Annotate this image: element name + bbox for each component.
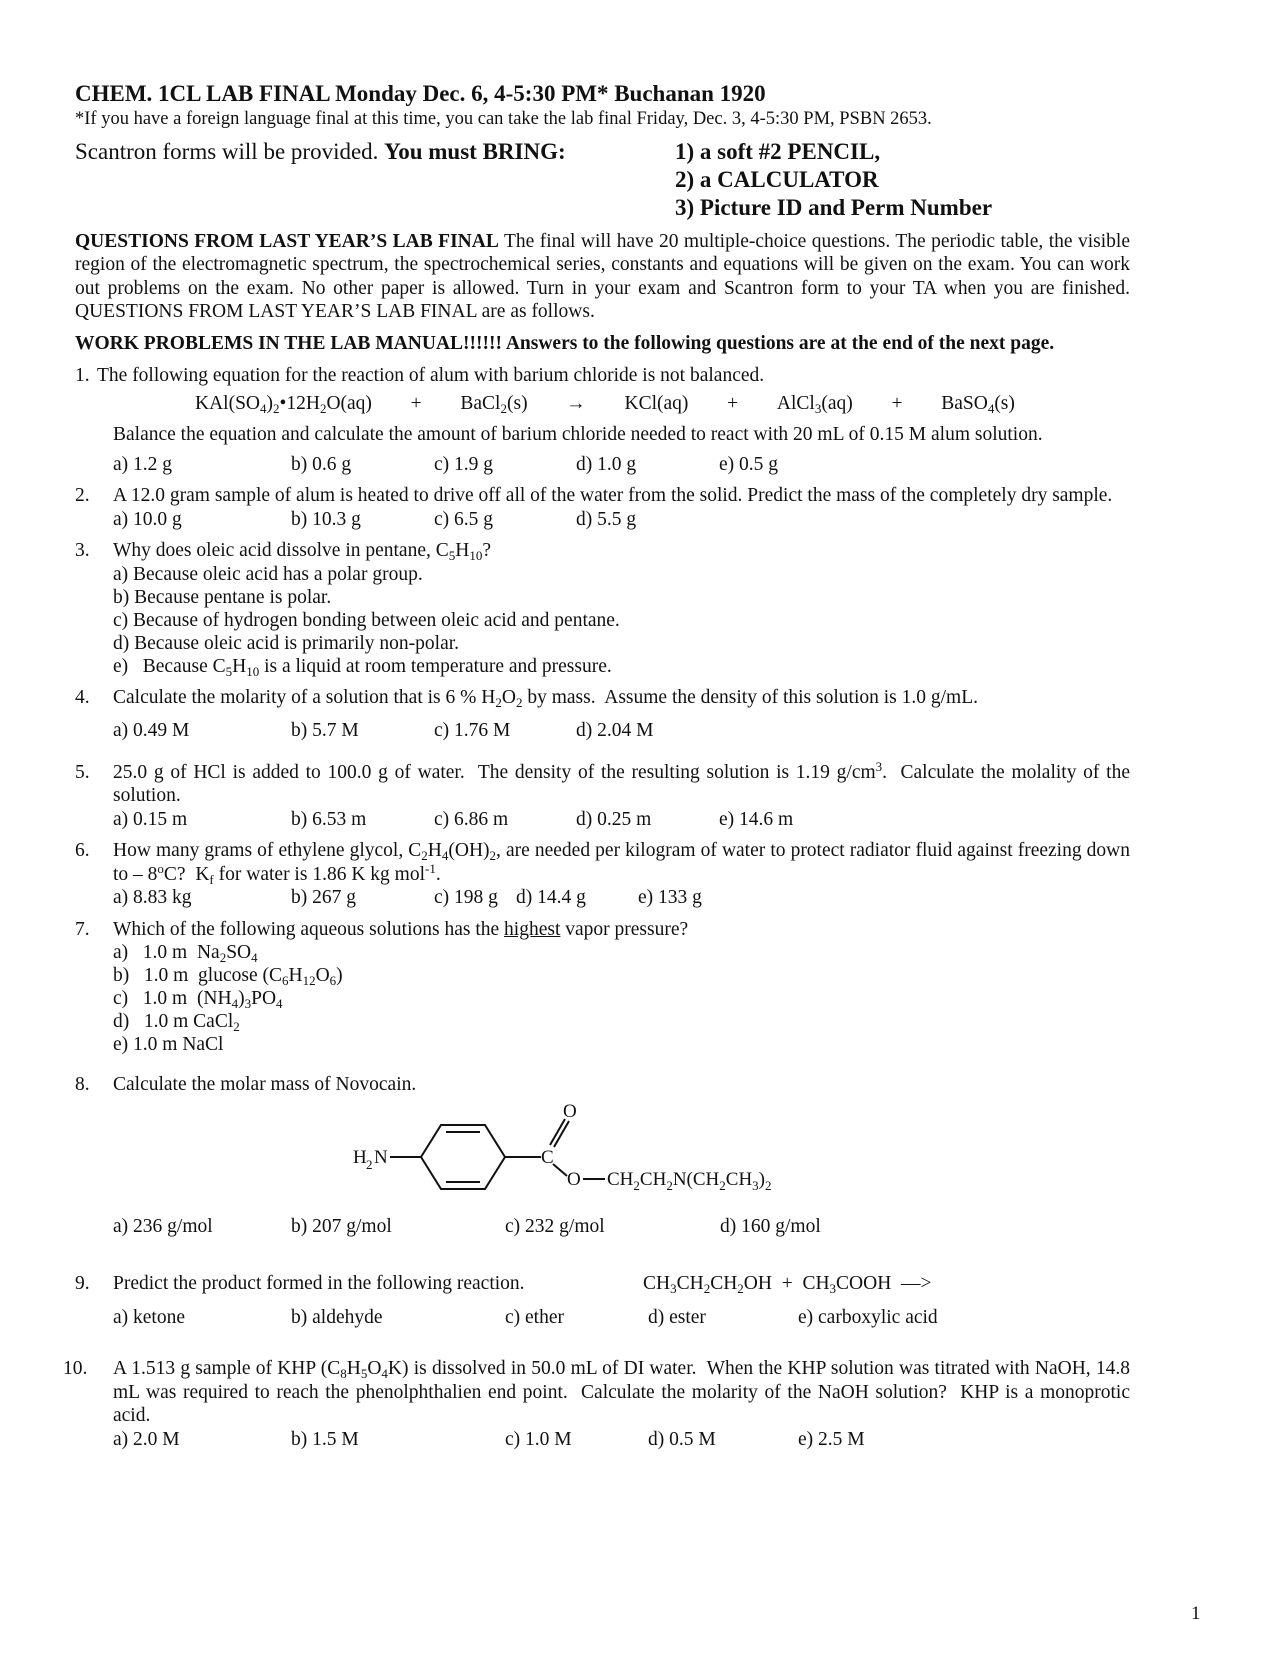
answer-option: a) 2.0 M <box>113 1428 180 1450</box>
answer-option: d) 0.5 M <box>648 1428 716 1450</box>
question-number: 3. <box>75 540 90 561</box>
question-8 <box>75 1073 1130 1238</box>
question-number: 10. <box>63 1358 88 1379</box>
question-10 <box>63 1357 1130 1451</box>
product-alcl3: AlCl$_3$(aq) <box>776 392 853 416</box>
answer-option: b) 0.6 g <box>291 453 352 475</box>
svg-text:C: C <box>541 1146 554 1168</box>
exam-title: CHEM. 1CL LAB FINAL Monday Dec. 6, 4-5:30 PM* Buchanan 1920 <box>75 81 766 106</box>
answer-options <box>113 563 1130 678</box>
question-text: The following equation for the reaction of alum with barium chloride is not balanced. <box>97 365 765 386</box>
bring-label: You must BRING: <box>384 138 566 164</box>
bring-item: 1) a soft #2 PENCIL, <box>675 138 881 164</box>
answer-option: b) 6.53 m <box>291 808 367 830</box>
answer-option: d) 1.0 m CaCl$_2$ <box>113 1011 240 1034</box>
arrow-icon: → <box>566 392 586 414</box>
answer-option: b) 5.7 M <box>291 720 359 741</box>
answer-option: a) 0.15 m <box>113 808 188 830</box>
novocain-structure <box>113 1101 1130 1211</box>
answer-option: a) 1.2 g <box>113 453 173 475</box>
answer-option: d) 14.4 g <box>516 887 586 908</box>
answer-option: b) 267 g <box>291 887 356 908</box>
answer-options <box>113 1215 1130 1239</box>
answer-option: e) carboxylic acid <box>798 1306 938 1328</box>
answer-options <box>113 719 1130 743</box>
reaction: $CH_3CH_2CH_2OH$ + $CH_3COOH$ —> <box>643 1273 932 1296</box>
question-number: 6. <box>75 840 90 861</box>
answer-option: b) 10.3 g <box>291 508 361 530</box>
answer-option: a) 236 g/mol <box>113 1215 213 1237</box>
page-number: 1 <box>1191 1603 1201 1624</box>
plus-sign: + <box>727 392 739 414</box>
question-3 <box>75 539 1130 678</box>
answer-option: a) 8.83 kg <box>113 887 192 908</box>
plus-sign: + <box>410 392 422 414</box>
answer-option: c) 1.0 M <box>505 1428 572 1450</box>
answer-option: c) Because of hydrogen bonding between oleic acid and pentane. <box>113 609 620 631</box>
work-problems-line: WORK PROBLEMS IN THE LAB MANUAL!!!!!! Answers to the following questions are at the end of the next page. <box>75 332 1055 354</box>
svg-text:N: N <box>374 1146 388 1168</box>
product-baso4: BaSO$_4$(s) <box>941 392 1015 416</box>
question-text: 25.0 g of HCl is added to 100.0 g of water. The density of the resulting solution is 1.19 $g/cm^3$. Calculate the molality of the solution. <box>113 758 1130 806</box>
answer-options <box>113 886 1130 910</box>
reactant-alum: $KAl(SO_4)_2•12H_2O(aq)$ <box>195 392 372 416</box>
svg-text:O: O <box>563 1100 577 1122</box>
question-4 <box>75 686 1130 743</box>
answer-option: e) 14.6 m <box>719 808 794 830</box>
svg-text:H: H <box>353 1146 367 1168</box>
answer-option: c) 6.86 m <box>434 808 509 830</box>
intro-paragraph <box>75 230 1130 324</box>
answer-option: d) 160 g/mol <box>720 1215 821 1237</box>
question-2 <box>75 484 1130 531</box>
product-kcl: KCl(aq) <box>624 392 689 414</box>
svg-text:2: 2 <box>366 1156 373 1172</box>
question-number: 4. <box>75 686 90 708</box>
answer-option: e) 1.0 m NaCl <box>113 1034 224 1055</box>
question-text: Calculate the molar mass of Novocain. <box>113 1074 417 1095</box>
bring-item: 2) a CALCULATOR <box>675 166 879 192</box>
answer-option: b) aldehyde <box>291 1306 383 1328</box>
question-7 <box>75 918 1130 1057</box>
question-5 <box>75 758 1130 832</box>
question-9 <box>75 1272 1130 1329</box>
question-text: Which of the following aqueous solutions has the highest vapor pressure? <box>113 918 689 940</box>
question-text: Calculate the molarity of a solution that is 6 % $H_2O_2$ by mass. Assume the density of this solution is 1.0 g/mL. <box>113 686 978 710</box>
question-1 <box>75 364 1130 388</box>
answer-option: a) ketone <box>113 1306 186 1328</box>
answer-option: c) 1.9 g <box>434 453 494 475</box>
bring-section <box>75 138 1130 222</box>
question-text: How many grams of ethylene glycol, $C_2H_4(OH)_2$, are needed per kilogram of water to protect radiator fluid against freezing down to – 8$^o$C? $K_f$ for water is 1.86 K kg mol$^{-1}$. <box>113 840 1130 887</box>
answer-option: d) 1.0 g <box>576 453 637 475</box>
svg-text:CH2CH2N(CH2CH3)2: $CH_2CH_2N(CH_2CH_3)_2$ <box>607 1168 772 1193</box>
answer-option: d) 2.04 M <box>576 720 654 741</box>
question-6 <box>75 839 1130 910</box>
svg-text:O: O <box>567 1168 581 1190</box>
foreign-language-note: *If you have a foreign language final at this time, you can take the lab final Friday, Dec. 3, 4-5:30 PM, PSBN 2653. <box>75 109 932 129</box>
answer-option: d) ester <box>648 1306 706 1328</box>
answer-option: d) 5.5 g <box>576 508 637 530</box>
answer-option: b) 1.0 m glucose $(C_6H_{12}O_6)$ <box>113 965 343 988</box>
document-page <box>63 80 1130 1451</box>
question-text: Predict the product formed in the following reaction. <box>113 1273 525 1294</box>
plus-sign: + <box>891 392 903 414</box>
question-number: 9. <box>75 1273 90 1294</box>
answer-options <box>113 1306 1130 1330</box>
bring-item: 3) Picture ID and Perm Number <box>675 194 993 220</box>
answer-option: c) 232 g/mol <box>505 1215 605 1237</box>
answer-option: c) 198 g <box>434 887 498 908</box>
question-number: 7. <box>75 918 90 940</box>
answer-option: a) 10.0 g <box>113 508 182 530</box>
novocain-structure-diagram <box>353 1101 913 1211</box>
answer-option: b) 1.5 M <box>291 1428 359 1450</box>
question-text: A 1.513 g sample of KHP $(C_8H_5O_4K)$ is dissolved in 50.0 mL of DI water. When the KHP solution was titrated with NaOH, 14.8 mL was required to reach the phenolphthalien end point. Calculate the molarity of the NaOH solution? KHP is a monoprotic acid. <box>113 1358 1130 1426</box>
answer-option: a) 1.0 m $Na_2SO_4$ <box>113 942 258 965</box>
question-1-body <box>75 423 1130 476</box>
answer-options <box>113 941 1130 1056</box>
answer-options <box>113 1428 1130 1452</box>
question-number: 5. <box>75 761 90 783</box>
reactant-bacl2: BaCl$_2$(s) <box>460 392 528 416</box>
scantron-line <box>75 138 675 222</box>
answer-option: e) Because $C_5H_{10}$ is a liquid at room temperature and pressure. <box>113 655 612 679</box>
answer-option: e) 133 g <box>638 887 702 908</box>
question-text: A 12.0 gram sample of alum is heated to drive off all of the water from the solid. Predict the mass of the completely dry sample. <box>113 485 1113 506</box>
answer-option: b) 207 g/mol <box>291 1215 392 1237</box>
answer-option: b) Because pentane is polar. <box>113 586 332 608</box>
answer-options <box>113 508 1130 532</box>
emphasis-highest: highest <box>504 918 561 940</box>
bring-list <box>675 138 992 222</box>
question-text: Why does oleic acid dissolve in pentane, $C_5H_{10}$? <box>113 540 491 563</box>
intro-lead: QUESTIONS FROM LAST YEAR’S LAB FINAL <box>75 230 499 252</box>
answer-option: c) 1.0 m $(NH_4)_3PO_4$ <box>113 988 283 1011</box>
answer-option: c) 1.76 M <box>434 720 511 741</box>
answer-option: d) 0.25 m <box>576 808 652 830</box>
question-number: 8. <box>75 1074 90 1095</box>
answer-option: c) 6.5 g <box>434 508 494 530</box>
answer-options <box>113 453 1130 477</box>
answer-option: d) Because oleic acid is primarily non-polar. <box>113 632 460 654</box>
answer-option: e) 2.5 M <box>798 1428 865 1450</box>
answer-options <box>113 808 1130 832</box>
answer-option: a) Because oleic acid has a polar group. <box>113 563 423 585</box>
question-number: 1. <box>75 365 90 386</box>
reaction-equation <box>195 392 1015 416</box>
answer-option: a) 0.49 M <box>113 720 190 741</box>
answer-option: e) 0.5 g <box>719 453 779 475</box>
scantron-text: Scantron forms will be provided. <box>75 138 379 164</box>
answer-option: c) ether <box>505 1306 564 1328</box>
question-number: 2. <box>75 485 90 506</box>
intro-text: The final will have 20 multiple-choice questions. The periodic table, the visible region of the electromagnetic spectrum, the spectrochemical series, constants and equations will be given on the exam. You can work out problems on the exam. No other paper is allowed. Turn in your exam and Scantron form to your TA when you are finished. QUESTIONS FROM LAST YEAR’S LAB FINAL are as follows. <box>75 230 1130 322</box>
question-followup: Balance the equation and calculate the amount of barium chloride needed to react with 20 mL of 0.15 M alum solution. <box>113 424 1043 445</box>
